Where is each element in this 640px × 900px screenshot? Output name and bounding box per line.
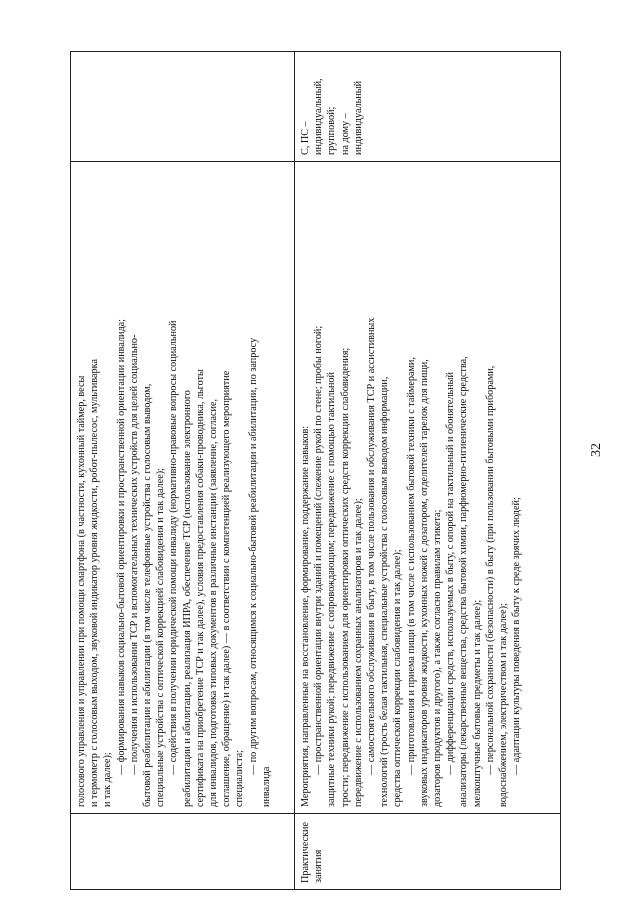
content-line: — самостоятельного обслуживания в быту, в том числе пользования и обслуживания ТСР и ассистивных [366, 317, 378, 775]
section-cell [71, 814, 295, 890]
content-line: инвалида [260, 766, 272, 807]
content-line: передвижение с использованием сохранных анализаторов и так далее); [352, 498, 364, 807]
form-line: на дому – [339, 113, 351, 155]
content-line: — получения и использования ТСР и вспомогательных технических устройств для целей социально- [128, 334, 140, 775]
content-line: технологий (трость белая тактильная, специальные устройства с голосовым выводом информации, [379, 376, 391, 807]
form-line: индивидуальный, [313, 78, 325, 155]
content-line: для инвалидов, подготовка типовых документов в различные инстанции (заявление, согласие, [208, 398, 220, 807]
table-row [71, 52, 295, 890]
content-line: водоснабжением, электричеством и так далее); [498, 603, 510, 807]
content-line: трости; передвижение с использованием для ориентировки оптических средств коррекции слабовидения; [339, 347, 351, 807]
content-line: голосового управления и управлении при помощи смартфона (в частности, кухонный таймер, весы [76, 375, 87, 807]
content-line: и так далее); [102, 752, 114, 807]
content-line: специалиста; [234, 750, 246, 807]
content-line: дозаторов продуктов и другого), а также согласно правилам этикета; [432, 509, 444, 807]
form-cell [71, 52, 295, 162]
form-line: С, ПС – [300, 121, 311, 155]
content-line: реабилитации и абилитации, реализация ИПРА, обеспечение ТСР (использование электронного [181, 390, 193, 807]
content-line: Мероприятия, направленные на восстановление, формирование, поддержание навыков: [300, 425, 311, 807]
content-line: соглашение, обращение) и так далее) — в соответствии с компетенцией реализующего мероприятие [221, 370, 233, 807]
content-line: сертификата на приобретение ТСР и так далее), условия предоставления собаки-проводника, льготы [194, 369, 206, 807]
form-line: индивидуальный [352, 80, 364, 155]
content-line: защитные техники рукой; передвижение с сопровождающим; передвижение с помощью тактильной [326, 372, 338, 807]
section-cell: Практические занятия [295, 814, 561, 890]
content-line: — формирования навыков социально-бытовой ориентировки и пространственной ориентации инвалида; [115, 318, 127, 775]
content-line: средства оптической коррекции слабовидения и так далее); [392, 549, 404, 807]
content-line: — пространственной ориентации внутри зданий и помещений (слежение рукой по стене; пробы ногой; [313, 325, 325, 775]
content-line: — содействия в получении юридической помощи инвалиду (нормативно-правовые вопросы социальной [168, 320, 180, 775]
content-cell [295, 162, 561, 814]
content-line: бытовой реабилитации и абилитации (в том числе телефонные устройства с голосовым выводом, [142, 383, 154, 807]
content-line: анализаторы (лекарственные вещества, средства бытовой химии, парфюмерно-гигиенические средства, [458, 356, 470, 807]
content-line: — приготовления и приема пищи (в том числе с использованием бытовой техники с таймерами, [405, 357, 417, 775]
content-cell [71, 162, 295, 814]
content-line: — адаптации культуры поведения в быту к среде зрячих людей; [511, 497, 523, 775]
page-number: 32 [589, 443, 604, 457]
content-line: мелкоштучные бытовые предметы и так далее); [471, 599, 483, 807]
form-cell [295, 52, 561, 162]
table-row [295, 52, 561, 890]
content-line: специальные устройства с оптической коррекцией слабовидения и так далее); [155, 468, 167, 807]
methods-table [70, 51, 561, 890]
content-line: — персональной сохранности (безопасности) в быту (при пользовании бытовыми приборами, [484, 365, 496, 775]
content-line: — дифференциации средств, используемых в быту, с опорой на тактильный и обонятельный [445, 372, 457, 775]
content-line: звуковых индикаторов уровня жидкости, кухонных ножей с дозатором, отделителей тарелок для пищи, [418, 359, 430, 807]
content-line: и термометр с голосовым выходом, звуковой индикатор уровня жидкости, робот-пылесос, мультиварка [89, 359, 101, 807]
content-line: — по другим вопросам, относящимся к социально-бытовой реабилитации и абилитации, по запросу [247, 337, 259, 775]
form-line: групповой; [326, 106, 338, 155]
